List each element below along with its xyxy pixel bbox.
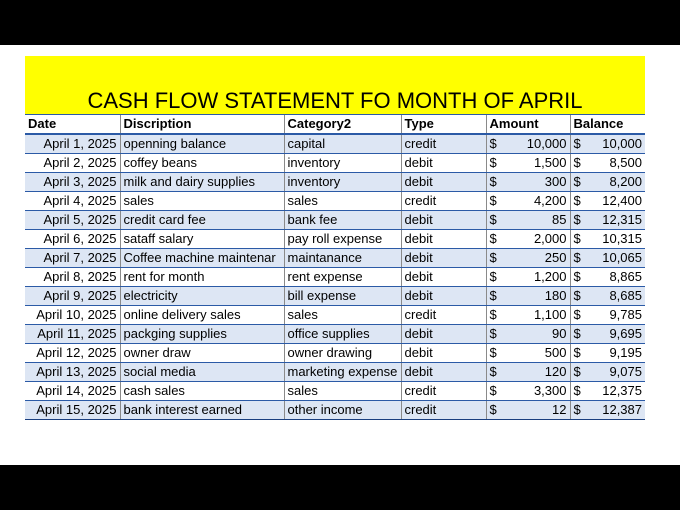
table-row [25, 344, 645, 363]
currency-symbol: $ [573, 155, 581, 170]
column-header-amount: Amount [486, 115, 570, 135]
table-row [25, 134, 645, 154]
column-header-type: Type [401, 115, 486, 135]
currency-symbol: $ [489, 250, 497, 265]
cell-amount[interactable] [486, 401, 570, 420]
currency-symbol: $ [573, 269, 581, 284]
balance-value: 9,195 [609, 345, 642, 360]
amount-value: 1,200 [533, 269, 567, 284]
currency-symbol: $ [573, 250, 581, 265]
cell-type[interactable]: credit [401, 401, 486, 420]
cell-category[interactable]: bill expense [284, 287, 401, 306]
cell-description[interactable]: coffey beans [120, 154, 284, 173]
cell-date[interactable]: April 7, 2025 [25, 249, 120, 268]
amount-value: 4,200 [533, 193, 567, 208]
cell-amount[interactable] [486, 382, 570, 401]
cell-category[interactable]: sales [284, 192, 401, 211]
cell-type[interactable]: credit [401, 382, 486, 401]
cell-category[interactable]: bank fee [284, 211, 401, 230]
table-row [25, 382, 645, 401]
amount-value: 2,000 [533, 231, 567, 246]
cell-date[interactable]: April 14, 2025 [25, 382, 120, 401]
cell-type[interactable]: debit [401, 249, 486, 268]
balance-value: 8,685 [609, 288, 642, 303]
amount-value: 1,500 [533, 155, 567, 170]
cell-description[interactable]: sataff salary [120, 230, 284, 249]
table-row [25, 173, 645, 192]
cell-description[interactable]: milk and dairy supplies [120, 173, 284, 192]
amount-value: 12 [552, 402, 567, 417]
cell-amount[interactable] [486, 268, 570, 287]
cell-date[interactable]: April 15, 2025 [25, 401, 120, 420]
table-row [25, 192, 645, 211]
cell-balance[interactable] [570, 134, 645, 154]
amount-value: 3,300 [533, 383, 567, 398]
cell-date[interactable]: April 12, 2025 [25, 344, 120, 363]
cell-balance[interactable] [570, 154, 645, 173]
cell-balance[interactable] [570, 325, 645, 344]
currency-symbol: $ [489, 212, 497, 227]
cell-balance[interactable] [570, 268, 645, 287]
cell-amount[interactable] [486, 211, 570, 230]
amount-value: 500 [544, 345, 567, 360]
currency-symbol: $ [573, 383, 581, 398]
currency-symbol: $ [489, 345, 497, 360]
cell-category[interactable]: maintanance [284, 249, 401, 268]
balance-value: 10,315 [602, 231, 642, 246]
cell-date[interactable]: April 13, 2025 [25, 363, 120, 382]
cell-category[interactable]: marketing expense [284, 363, 401, 382]
balance-value: 12,375 [602, 383, 642, 398]
amount-value: 120 [544, 364, 567, 379]
table-row [25, 268, 645, 287]
cell-category[interactable]: sales [284, 306, 401, 325]
cell-date[interactable]: April 6, 2025 [25, 230, 120, 249]
cash-flow-table [25, 114, 645, 420]
cell-description[interactable]: packging supplies [120, 325, 284, 344]
currency-symbol: $ [489, 364, 497, 379]
cell-balance[interactable] [570, 211, 645, 230]
column-header-description: Discription [120, 115, 284, 135]
cell-date[interactable]: April 3, 2025 [25, 173, 120, 192]
amount-value: 300 [544, 174, 567, 189]
cell-date[interactable]: April 2, 2025 [25, 154, 120, 173]
currency-symbol: $ [489, 174, 497, 189]
column-header-category: Category2 [284, 115, 401, 135]
currency-symbol: $ [573, 307, 581, 322]
cell-type[interactable]: debit [401, 363, 486, 382]
cell-type[interactable]: credit [401, 306, 486, 325]
cell-type[interactable]: credit [401, 192, 486, 211]
cell-description[interactable]: cash sales [120, 382, 284, 401]
currency-symbol: $ [573, 345, 581, 360]
currency-symbol: $ [489, 383, 497, 398]
table-row [25, 287, 645, 306]
cell-category[interactable]: pay roll expense [284, 230, 401, 249]
cell-description[interactable]: bank interest earned [120, 401, 284, 420]
currency-symbol: $ [489, 402, 497, 417]
cell-amount[interactable] [486, 230, 570, 249]
currency-symbol: $ [489, 269, 497, 284]
spreadsheet-page [0, 45, 680, 465]
cell-balance[interactable] [570, 192, 645, 211]
cell-balance[interactable] [570, 344, 645, 363]
amount-value: 180 [544, 288, 567, 303]
amount-value: 85 [552, 212, 567, 227]
cell-type[interactable]: debit [401, 230, 486, 249]
cell-category[interactable]: inventory [284, 173, 401, 192]
table-row [25, 230, 645, 249]
currency-symbol: $ [489, 193, 497, 208]
cell-date[interactable]: April 5, 2025 [25, 211, 120, 230]
cell-amount[interactable] [486, 363, 570, 382]
cell-type[interactable]: debit [401, 344, 486, 363]
cell-type[interactable]: debit [401, 173, 486, 192]
cell-balance[interactable] [570, 173, 645, 192]
cell-description[interactable]: credit card fee [120, 211, 284, 230]
cell-description[interactable]: sales [120, 192, 284, 211]
balance-value: 10,000 [602, 136, 642, 151]
cell-date[interactable]: April 11, 2025 [25, 325, 120, 344]
table-row [25, 306, 645, 325]
title-banner [25, 56, 645, 114]
statement-title: CASH FLOW STATEMENT FO MONTH OF APRIL [87, 88, 583, 113]
table-row [25, 211, 645, 230]
column-header-balance: Balance [570, 115, 645, 135]
column-header-date: Date [25, 115, 120, 135]
table-row [25, 401, 645, 420]
amount-value: 1,100 [533, 307, 567, 322]
cell-amount[interactable] [486, 154, 570, 173]
balance-value: 9,075 [609, 364, 642, 379]
cell-description[interactable]: electricity [120, 287, 284, 306]
cell-description[interactable]: rent for month [120, 268, 284, 287]
currency-symbol: $ [489, 326, 497, 341]
cell-date[interactable]: April 4, 2025 [25, 192, 120, 211]
cell-description[interactable]: Coffee machine maintenar [120, 249, 284, 268]
cell-type[interactable]: debit [401, 211, 486, 230]
table-row [25, 363, 645, 382]
amount-value: 250 [544, 250, 567, 265]
cell-category[interactable]: owner drawing [284, 344, 401, 363]
table-row [25, 154, 645, 173]
cell-date[interactable]: April 1, 2025 [25, 134, 120, 154]
balance-value: 8,500 [609, 155, 642, 170]
cell-balance[interactable] [570, 230, 645, 249]
balance-value: 12,387 [602, 402, 642, 417]
cell-type[interactable]: debit [401, 287, 486, 306]
cell-type[interactable]: debit [401, 268, 486, 287]
cell-type[interactable]: debit [401, 325, 486, 344]
cell-description[interactable]: online delivery sales [120, 306, 284, 325]
cell-type[interactable]: credit [401, 134, 486, 154]
currency-symbol: $ [573, 288, 581, 303]
balance-value: 8,865 [609, 269, 642, 284]
cell-amount[interactable] [486, 344, 570, 363]
currency-symbol: $ [489, 288, 497, 303]
cell-balance[interactable] [570, 287, 645, 306]
cell-amount[interactable] [486, 306, 570, 325]
table-row [25, 325, 645, 344]
balance-value: 12,315 [602, 212, 642, 227]
cell-amount[interactable] [486, 192, 570, 211]
balance-value: 9,695 [609, 326, 642, 341]
cell-balance[interactable] [570, 401, 645, 420]
cell-category[interactable]: rent expense [284, 268, 401, 287]
cell-amount[interactable] [486, 134, 570, 154]
currency-symbol: $ [573, 136, 581, 151]
cell-balance[interactable] [570, 306, 645, 325]
cell-category[interactable]: office supplies [284, 325, 401, 344]
cell-balance[interactable] [570, 249, 645, 268]
cell-description[interactable]: social media [120, 363, 284, 382]
cell-date[interactable]: April 10, 2025 [25, 306, 120, 325]
cell-amount[interactable] [486, 325, 570, 344]
currency-symbol: $ [573, 193, 581, 208]
header-row [25, 115, 645, 135]
cell-category[interactable]: inventory [284, 154, 401, 173]
cell-balance[interactable] [570, 382, 645, 401]
currency-symbol: $ [573, 364, 581, 379]
cell-description[interactable]: openning balance [120, 134, 284, 154]
currency-symbol: $ [573, 231, 581, 246]
cell-category[interactable]: other income [284, 401, 401, 420]
currency-symbol: $ [573, 402, 581, 417]
cell-amount[interactable] [486, 173, 570, 192]
amount-value: 90 [552, 326, 567, 341]
currency-symbol: $ [489, 155, 497, 170]
cell-date[interactable]: April 9, 2025 [25, 287, 120, 306]
cell-type[interactable]: debit [401, 154, 486, 173]
cell-balance[interactable] [570, 363, 645, 382]
balance-value: 12,400 [602, 193, 642, 208]
currency-symbol: $ [573, 326, 581, 341]
balance-value: 10,065 [602, 250, 642, 265]
cell-category[interactable]: capital [284, 134, 401, 154]
cell-amount[interactable] [486, 249, 570, 268]
currency-symbol: $ [489, 231, 497, 246]
cell-description[interactable]: owner draw [120, 344, 284, 363]
currency-symbol: $ [573, 212, 581, 227]
currency-symbol: $ [489, 136, 497, 151]
cell-date[interactable]: April 8, 2025 [25, 268, 120, 287]
amount-value: 10,000 [526, 136, 567, 151]
balance-value: 8,200 [609, 174, 642, 189]
balance-value: 9,785 [609, 307, 642, 322]
currency-symbol: $ [573, 174, 581, 189]
cell-amount[interactable] [486, 287, 570, 306]
currency-symbol: $ [489, 307, 497, 322]
cell-category[interactable]: sales [284, 382, 401, 401]
table-row [25, 249, 645, 268]
